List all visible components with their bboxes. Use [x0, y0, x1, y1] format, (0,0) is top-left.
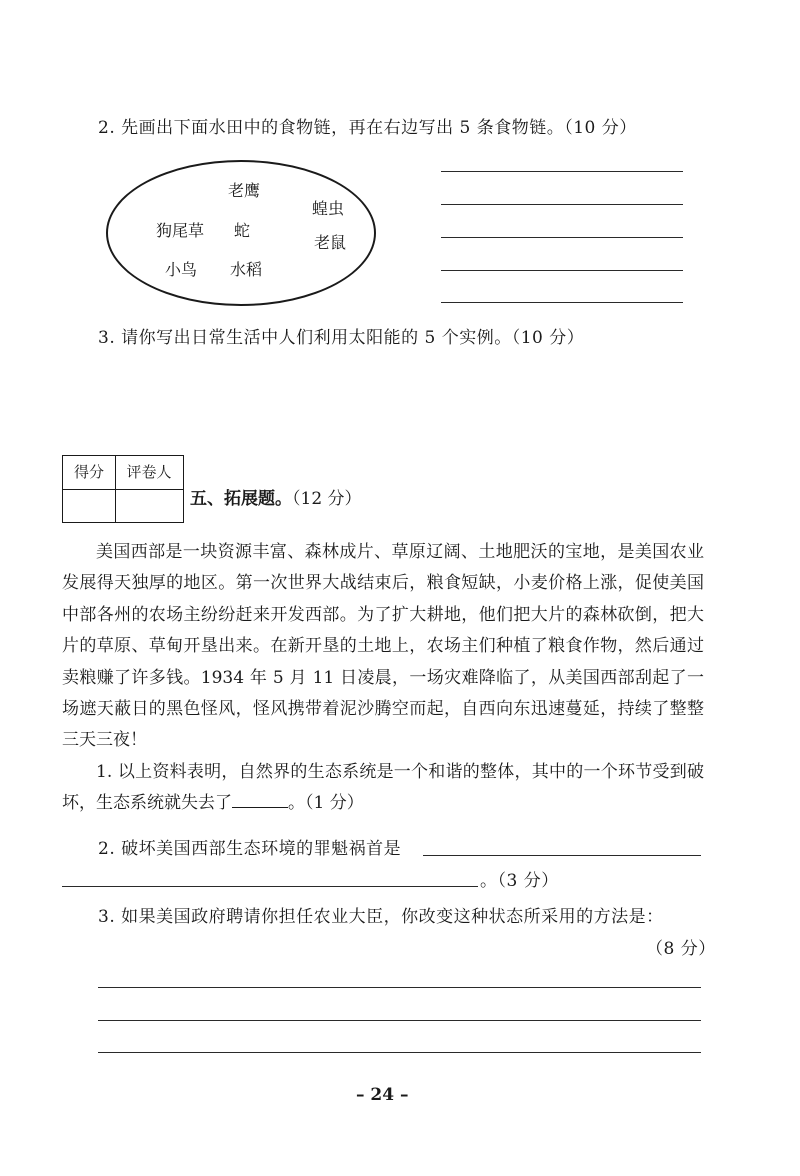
grader-label: 评卷人 [126, 463, 172, 481]
food-chain-answer-line[interactable] [441, 237, 683, 238]
subquestion-2-answer-line[interactable] [62, 886, 478, 887]
subquestion-2-points: 。（3 分） [480, 871, 559, 891]
organism-locust: 蝗虫 [312, 199, 345, 218]
section-title-text: 五、拓展题。 [190, 489, 292, 509]
score-label: 得分 [73, 463, 104, 481]
organism-rice: 水稻 [230, 260, 263, 279]
subquestion-1-text: 1. 以上资料表明，自然界的生态系统是一个和谐的整体，其中的一个环节受到破坏，生态系统就失去了 [62, 761, 704, 814]
food-chain-answer-line[interactable] [441, 270, 683, 271]
section-points: （12 分） [292, 489, 362, 509]
reading-passage [62, 537, 704, 820]
subquestion-2-answer-line[interactable] [423, 855, 701, 856]
food-chain-answer-line[interactable] [441, 204, 683, 205]
subquestion-2-text: 2. 破坏美国西部生态环境的罪魁祸首是 [98, 839, 402, 859]
subquestion-3-answer-line[interactable] [98, 987, 701, 988]
organism-foxtail: 狗尾草 [156, 221, 205, 240]
organism-snake: 蛇 [234, 221, 251, 240]
food-chain-answer-line[interactable] [441, 302, 683, 303]
subquestion-3-points: （8 分） [646, 939, 716, 959]
q2-prompt: 2. 先画出下面水田中的食物链，再在右边写出 5 条食物链。（10 分） [98, 118, 637, 138]
subquestion-3-answer-line[interactable] [98, 1052, 701, 1053]
page-number: – 24 – [356, 1085, 409, 1105]
score-table [62, 455, 184, 523]
subquestion-3-answer-line[interactable] [98, 1020, 701, 1021]
subquestion-1-points: 。（1 分） [288, 793, 364, 814]
subquestion-1-blank[interactable] [232, 789, 288, 808]
q3-prompt: 3. 请你写出日常生活中人们利用太阳能的 5 个实例。（10 分） [98, 328, 585, 348]
organism-eagle: 老鹰 [228, 181, 261, 200]
passage-text: 美国西部是一块资源丰富、森林成片、草原辽阔、土地肥沃的宝地，是美国农业发展得天独厚的地区。第一次世界大战结束后，粮食短缺，小麦价格上涨，促使美国中部各州的农场主纷纷赶来开发西部。为了扩大耕地，他们把大片的森林砍倒，把大片的草原、草甸开垦出来。在新开垦的土地上，农场主们种植了粮食作物，然后通过卖粮赚了许多钱。1934 年 5 月 11 日凌晨，一场灾难降临了，从美国西部刮起了一场遮天蔽日的黑色怪风，怪风携带着泥沙腾空而起，自西向东迅速蔓延，持续了整整三天三夜！ [62, 542, 704, 751]
subquestion-1 [62, 757, 704, 820]
food-chain-answer-line[interactable] [441, 171, 683, 172]
section-title [190, 484, 362, 509]
organism-mouse: 老鼠 [314, 233, 347, 252]
subquestion-3-text: 3. 如果美国政府聘请你担任农业大臣，你改变这种状态所采用的方法是： [98, 907, 664, 927]
organism-bird: 小鸟 [165, 260, 198, 279]
